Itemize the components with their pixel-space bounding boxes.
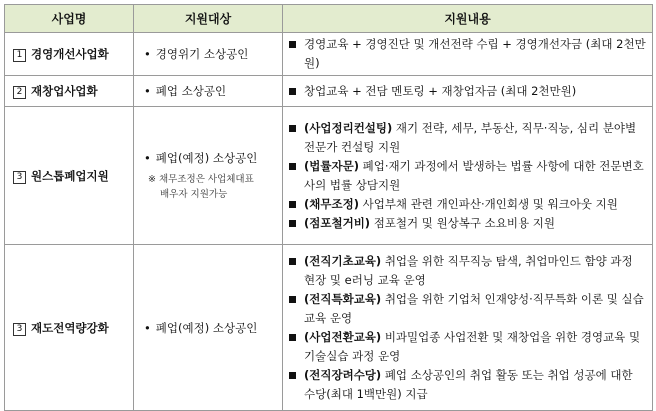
- target-cell: [134, 107, 283, 245]
- program-name: 경영개선사업화: [31, 47, 109, 61]
- list-item: [289, 35, 646, 73]
- target-text: 폐업 소상공인: [155, 84, 227, 98]
- item-text: 비과밀업종 사업전환 및 재창업을 위한 경영교육 및 기술실습 과정 운영: [304, 329, 641, 363]
- list-item: [289, 328, 646, 366]
- content-cell: [283, 107, 653, 245]
- target-text: 폐업(예정) 소상공인: [155, 320, 258, 335]
- item-label: (사업전환교육): [304, 329, 382, 344]
- program-name-cell: [5, 107, 134, 245]
- item-text: 폐업·재기 과정에서 발생하는 법률 사항에 대한 전문변호사의 법률 상담지원: [304, 158, 644, 192]
- list-item: [289, 82, 646, 101]
- target-text: 경영위기 소상공인: [155, 47, 249, 61]
- square-bullet-icon: [289, 258, 296, 265]
- item-label: (채무조정): [304, 196, 359, 211]
- square-bullet-icon: [289, 334, 296, 341]
- item-text: 취업을 위한 직무직능 탐색, 취업마인드 함양 과정 현장 및 e러닝 교육 운영: [304, 253, 633, 287]
- item-label: (전직기초교육): [304, 253, 382, 268]
- square-bullet-icon: [289, 88, 296, 95]
- target-cell: [134, 245, 283, 411]
- list-item: [289, 252, 646, 290]
- item-label: (점포철거비): [304, 215, 371, 230]
- note-mark: ※: [148, 173, 156, 185]
- square-bullet-icon: [289, 41, 296, 48]
- square-bullet-icon: [289, 163, 296, 170]
- program-name-cell: [5, 33, 134, 76]
- square-bullet-icon: [289, 220, 296, 227]
- square-bullet-icon: [289, 125, 296, 132]
- bullet-icon: •: [144, 150, 151, 165]
- header-program: 사업명: [5, 5, 134, 33]
- program-number: 3: [13, 323, 26, 336]
- target-note: [144, 172, 278, 202]
- note-text-line2: 배우자 지원가능: [160, 188, 228, 200]
- header-target: 지원대상: [134, 5, 283, 33]
- item-label: (전직장려수당): [304, 367, 382, 382]
- content-cell: [283, 245, 653, 411]
- list-item: [289, 119, 646, 157]
- list-item: [289, 214, 646, 233]
- content-cell: [283, 33, 653, 76]
- item-label: (법률자문): [304, 158, 359, 173]
- program-name: 재창업사업화: [31, 84, 98, 98]
- list-item: [289, 290, 646, 328]
- list-item: [289, 157, 646, 195]
- table-row: [5, 76, 653, 107]
- item-text: 재기 전략, 세무, 부동산, 직무·직능, 심리 분야별 전문가 컨설팅 지원: [304, 120, 637, 154]
- bullet-icon: •: [144, 320, 151, 335]
- table-row: [5, 33, 653, 76]
- table-header-row: [5, 5, 653, 33]
- program-number: 1: [13, 49, 26, 62]
- square-bullet-icon: [289, 201, 296, 208]
- item-text: 점포철거 및 원상복구 소요비용 지원: [370, 215, 555, 230]
- item-text: 취업을 위한 기업처 인재양성·직무특화 이론 및 실습 교육 운영: [304, 291, 644, 325]
- bullet-icon: •: [144, 84, 151, 98]
- list-item: [289, 195, 646, 214]
- target-text: 폐업(예정) 소상공인: [155, 150, 258, 165]
- program-name-cell: [5, 245, 134, 411]
- program-number: 3: [13, 171, 26, 184]
- item-label: (전직특화교육): [304, 291, 382, 306]
- target-cell: [134, 76, 283, 107]
- square-bullet-icon: [289, 296, 296, 303]
- target-cell: [134, 33, 283, 76]
- item-text: 경영교육 + 경영진단 및 개선전략 수립 + 경영개선자금 (최대 2천만원): [304, 37, 646, 70]
- list-item: [289, 366, 646, 404]
- note-text-line1: 채무조정은 사업체대표: [159, 173, 254, 185]
- support-program-table: [4, 4, 653, 411]
- program-name: 원스톱폐업지원: [31, 168, 109, 183]
- bullet-icon: •: [144, 47, 151, 61]
- table-row: [5, 107, 653, 245]
- program-name-cell: [5, 76, 134, 107]
- program-number: 2: [13, 86, 26, 99]
- item-text: 창업교육 + 전담 멘토링 + 재창업자금 (최대 2천만원): [304, 83, 577, 98]
- item-text: 사업부채 관련 개인파산·개인회생 및 워크아웃 지원: [358, 196, 618, 211]
- program-name: 재도전역량강화: [31, 320, 109, 335]
- item-text: 폐업 소상공인의 취업 활동 또는 취업 성공에 대한 수당(최대 1백만원) 지급: [304, 367, 633, 401]
- header-content: 지원내용: [283, 5, 653, 33]
- table-row: [5, 245, 653, 411]
- content-cell: [283, 76, 653, 107]
- square-bullet-icon: [289, 372, 296, 379]
- item-label: (사업정리컨설팅): [304, 120, 393, 135]
